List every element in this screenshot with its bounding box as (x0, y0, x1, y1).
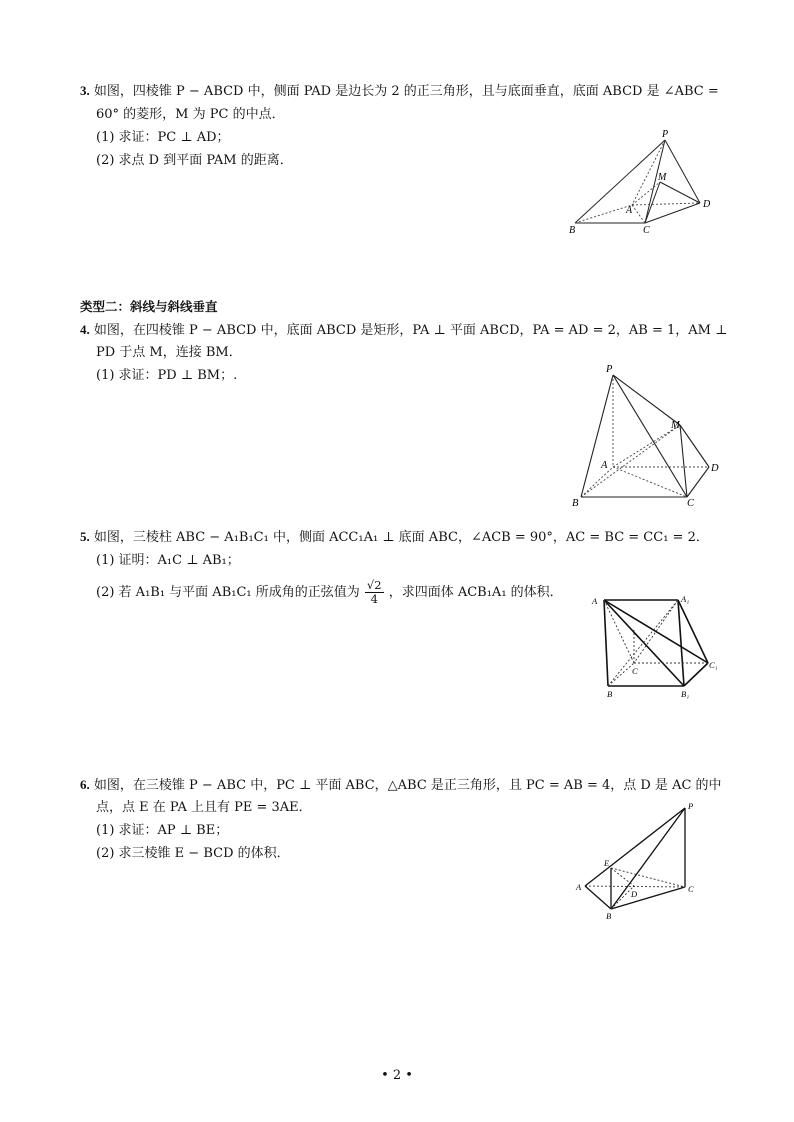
problem-4-question1: (1) 求证：PD ⊥ BM；. (96, 368, 238, 383)
p3-label-D: D (703, 199, 711, 210)
p5-label-C1: C₁ (709, 660, 718, 670)
problem-3-line1 (80, 82, 719, 101)
p4-label-A: A (601, 460, 608, 471)
p5-label-C: C (632, 666, 638, 676)
p6-label-C: C (688, 884, 694, 894)
p5-label-B: B (607, 689, 613, 699)
problem-4-number: 4. (80, 322, 90, 337)
p3-label-B: B (569, 225, 576, 236)
problem-3-question2: (2) 求点 D 到平面 PAM 的距离． (96, 153, 293, 168)
p4-label-B: B (572, 498, 579, 509)
page-number: • 2 • (381, 1068, 413, 1083)
problem-5-question2 (96, 578, 563, 608)
problem-4-line2: PD 于点 M，连接 BM． (96, 345, 242, 360)
problem-4-line1 (80, 321, 727, 340)
p6-label-P: P (688, 801, 694, 811)
p3-label-M: M (658, 172, 667, 183)
problem-3-text1: 如图，四棱锥 P − ABCD 中，侧面 PAD 是边长为 2 的正三角形，且与底面垂直，底面 ABCD 是 ∠ABC = (93, 84, 719, 99)
p5-label-A: A (592, 596, 598, 606)
section-2-title: 类型二：斜线与斜线垂直 (80, 299, 218, 314)
problem-5-q2-post: ，求四面体 ACB₁A₁ 的体积． (388, 585, 563, 600)
p6-label-D: D (631, 889, 638, 899)
problem-6-text1: 如图，在三棱锥 P − ABC 中，PC ⊥ 平面 ABC，△ABC 是正三角形，且 PC = AB = 4，点 D 是 AC 的中 (93, 778, 722, 793)
p3-label-P: P (662, 129, 669, 140)
problem-3-line2: 60° 的菱形，M 为 PC 的中点． (96, 107, 285, 122)
p3-label-A: A (626, 205, 633, 216)
problem-5-text1: 如图，三棱柱 ABC − A₁B₁C₁ 中，侧面 ACC₁A₁ ⊥ 底面 ABC，∠ACB = 90°，AC = BC = CC₁ = 2． (93, 530, 709, 545)
problem-6-line1 (80, 776, 722, 795)
p4-label-D: D (711, 463, 719, 474)
problem-5-number: 5. (80, 529, 90, 544)
problem-6-figure (568, 800, 708, 925)
problem-5-line1 (80, 528, 709, 547)
problem-3-question1: (1) 求证：PC ⊥ AD； (96, 130, 230, 145)
p6-label-E: E (604, 858, 610, 868)
problem-3-number: 3. (80, 83, 90, 98)
fraction-denominator: 4 (370, 592, 378, 606)
p4-label-P: P (606, 364, 613, 375)
problem-6-line2: 点，点 E 在 PA 上且有 PE = 3AE． (96, 800, 312, 815)
p3-label-C: C (643, 225, 650, 236)
problem-3-figure (560, 125, 720, 240)
problem-5-figure (588, 590, 723, 702)
p4-label-C: C (687, 498, 695, 509)
problem-6-question1: (1) 求证：AP ⊥ BE； (96, 823, 229, 838)
p5-label-A1: A₁ (681, 594, 690, 604)
fraction-numerator: √2 (366, 578, 382, 592)
problem-4-figure (565, 360, 725, 510)
problem-5-q2-pre: (2) 若 A₁B₁ 与平面 AB₁C₁ 所成角的正弦值为 (96, 585, 360, 600)
problem-5-question1: (1) 证明：A₁C ⊥ AB₁； (96, 553, 240, 568)
p4-label-M: M (671, 420, 680, 431)
sqrt2-over-4-fraction (365, 579, 384, 606)
p6-label-B: B (606, 911, 612, 921)
problem-6-number: 6. (80, 777, 90, 792)
problem-6-question2: (2) 求三棱锥 E − BCD 的体积． (96, 846, 290, 861)
p6-label-A: A (576, 882, 582, 892)
p5-label-B1: B₁ (681, 689, 690, 699)
problem-4-text1: 如图，在四棱锥 P − ABCD 中，底面 ABCD 是矩形，PA ⊥ 平面 ABCD，PA = AD = 2，AB = 1，AM ⊥ (93, 323, 728, 338)
